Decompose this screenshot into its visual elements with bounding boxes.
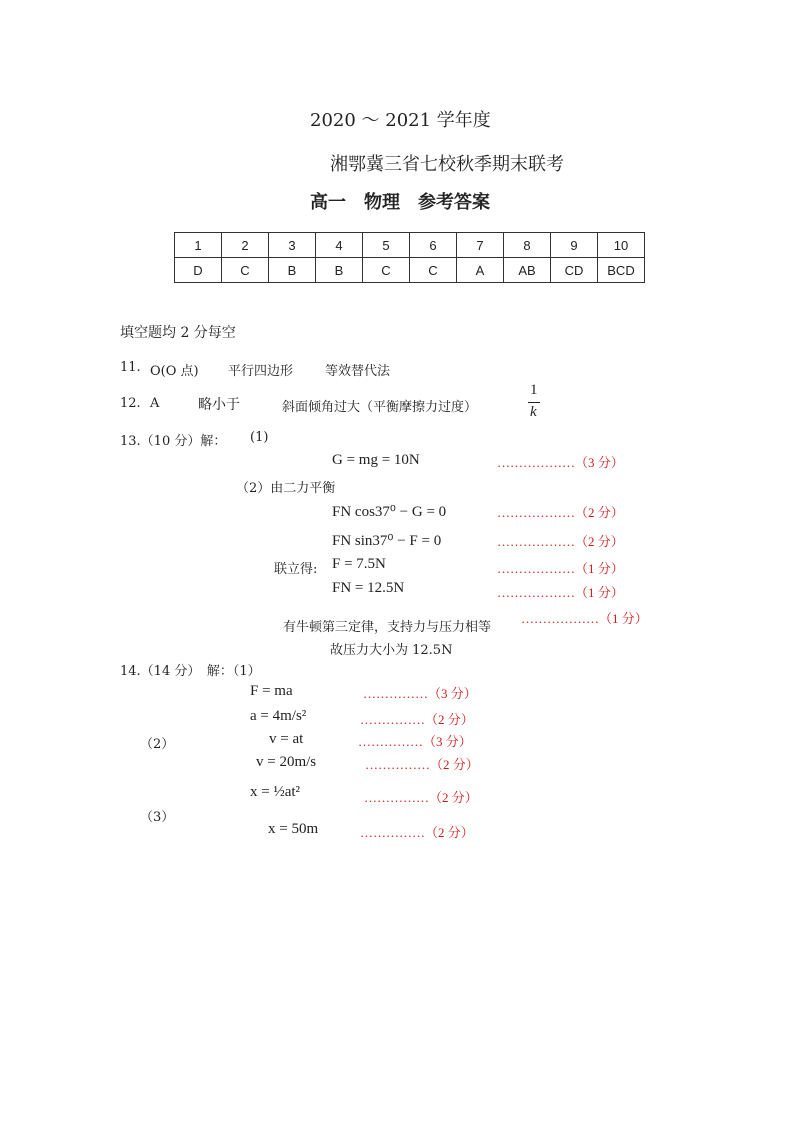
q13-newton-law: 有牛顿第三定律，支持力与压力相等 bbox=[283, 620, 492, 635]
table-cell: 9 bbox=[551, 233, 598, 258]
q11-answer-1: O(O 点) bbox=[150, 364, 199, 379]
q14-points-1: ……………（3 分） bbox=[363, 686, 477, 701]
table-cell: AB bbox=[504, 258, 551, 283]
q12-fraction bbox=[528, 382, 540, 424]
subject-title: 高一 物理 参考答案 bbox=[310, 192, 490, 213]
table-cell: BCD bbox=[598, 258, 645, 283]
table-cell: 5 bbox=[363, 233, 410, 258]
table-cell: 4 bbox=[316, 233, 363, 258]
table-row bbox=[175, 233, 645, 258]
table-cell: 3 bbox=[269, 233, 316, 258]
table-cell: B bbox=[269, 258, 316, 283]
q13-equation-2: FN cos37⁰ − G = 0 bbox=[332, 504, 447, 520]
q11-answer-3: 等效替代法 bbox=[325, 364, 391, 379]
academic-year: 2020 ～ 2021 学年度 bbox=[310, 110, 491, 131]
q14-points-6: ……………（2 分） bbox=[360, 825, 474, 840]
exam-title: 湘鄂冀三省七校秋季期末联考 bbox=[330, 154, 564, 175]
table-cell: D bbox=[175, 258, 222, 283]
fraction-numerator: 1 bbox=[530, 382, 538, 398]
q13-equation-4: F = 7.5N bbox=[332, 556, 386, 572]
q14-equation-3: v = at bbox=[269, 731, 304, 747]
q14-part3-label: （3） bbox=[140, 810, 175, 825]
table-cell: 2 bbox=[222, 233, 269, 258]
table-cell: CD bbox=[551, 258, 598, 283]
q14-points-2: ……………（2 分） bbox=[360, 712, 474, 727]
q14-part2-label: （2） bbox=[140, 737, 175, 752]
q13-points-4: ………………（1 分） bbox=[497, 561, 624, 576]
table-cell: 10 bbox=[598, 233, 645, 258]
table-cell: 8 bbox=[504, 233, 551, 258]
q12-answer-1: A bbox=[150, 396, 160, 411]
q13-part1-label: (1) bbox=[250, 430, 269, 445]
q11-answer-2: 平行四边形 bbox=[228, 364, 294, 379]
table-cell: C bbox=[363, 258, 410, 283]
q14-header: 14.（14 分） 解：（1） bbox=[120, 664, 261, 679]
q14-equation-1: F = ma bbox=[250, 683, 293, 699]
q12-number: 12. bbox=[120, 396, 141, 411]
q13-points-5: ………………（1 分） bbox=[497, 585, 624, 600]
q13-part2-label: （2）由二力平衡 bbox=[236, 481, 336, 496]
q13-header: 13.（10 分）解： bbox=[120, 434, 227, 449]
q13-equation-3: FN sin37⁰ − F = 0 bbox=[332, 533, 442, 549]
q13-points-6: ………………（1 分） bbox=[521, 611, 648, 626]
table-cell: A bbox=[457, 258, 504, 283]
q12-answer-2: 略小于 bbox=[198, 397, 240, 413]
q14-equation-4: v = 20m/s bbox=[256, 754, 317, 770]
answer-table bbox=[174, 232, 645, 283]
q13-points-2: ………………（2 分） bbox=[497, 505, 624, 520]
fraction-denominator: k bbox=[530, 404, 537, 420]
q14-points-4: ……………（2 分） bbox=[365, 757, 479, 772]
table-row bbox=[175, 258, 645, 283]
table-cell: 7 bbox=[457, 233, 504, 258]
q14-equation-5: x = ½at² bbox=[250, 784, 301, 800]
fill-note: 填空题均 2 分每空 bbox=[120, 325, 236, 341]
table-cell: 6 bbox=[410, 233, 457, 258]
q13-conclusion: 故压力大小为 12.5N bbox=[330, 643, 453, 658]
q12-answer-3: 斜面倾角过大（平衡摩擦力过度） bbox=[282, 400, 478, 415]
q14-equation-6: x = 50m bbox=[268, 821, 319, 837]
q14-equation-2: a = 4m/s² bbox=[250, 708, 307, 724]
q14-points-5: ……………（2 分） bbox=[364, 790, 478, 805]
table-cell: B bbox=[316, 258, 363, 283]
q13-points-3: ………………（2 分） bbox=[497, 534, 624, 549]
q13-equation-5: FN = 12.5N bbox=[332, 580, 405, 596]
table-cell: C bbox=[410, 258, 457, 283]
q13-combine-label: 联立得: bbox=[274, 562, 318, 577]
q11-number: 11. bbox=[120, 360, 141, 375]
table-cell: 1 bbox=[175, 233, 222, 258]
q13-points-1: ………………（3 分） bbox=[497, 455, 624, 470]
table-cell: C bbox=[222, 258, 269, 283]
q13-equation-1: G = mg = 10N bbox=[332, 452, 420, 468]
fraction-bar bbox=[528, 402, 540, 403]
q14-points-3: ……………（3 分） bbox=[358, 734, 472, 749]
